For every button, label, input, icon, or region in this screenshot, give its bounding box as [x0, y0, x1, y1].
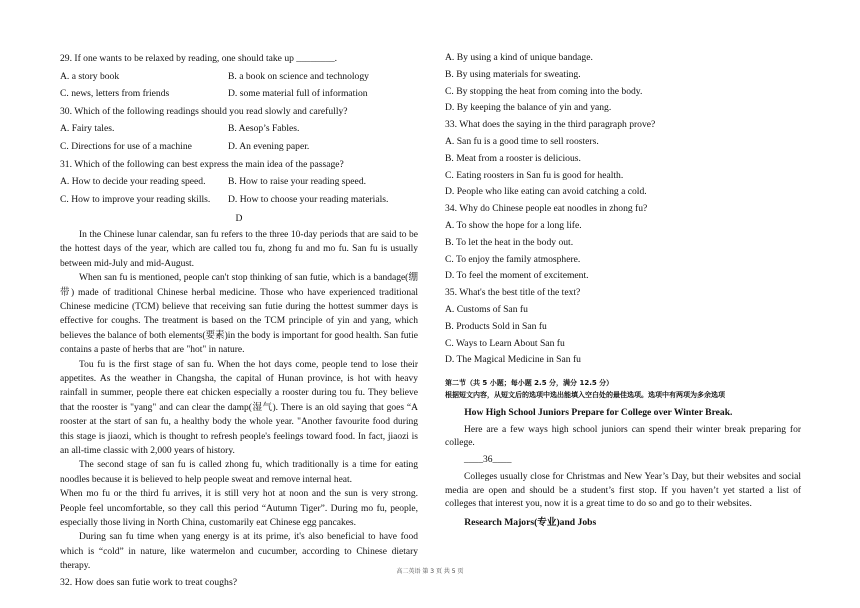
question-34: 34. Why do Chinese people eat noodles in zhong fu?	[445, 203, 648, 215]
q31-options-row1	[60, 173, 418, 191]
q29-option-c: C. news, letters from friends	[60, 88, 170, 100]
passage-paragraph-1: In the Chinese lunar calendar, san fu refers to the three 10-day periods that are said to be the hottest days of the year, which are called tou fu, zhong fu and mo fu. San fu is usually between mid-July and mid-August.	[60, 229, 418, 269]
section-2-header: 第二节（共 5 小题；每小题 2.5 分，满分 12.5 分）	[445, 379, 614, 388]
q30-option-c: C. Directions for use of a machine	[60, 140, 192, 152]
q35-option-d: D. The Magical Medicine in San fu	[445, 354, 581, 366]
q31-option-b: B. How to raise your reading speed.	[228, 176, 367, 188]
left-column	[60, 50, 418, 591]
question-29: 29. If one wants to be relaxed by reading, one should take up ________.	[60, 53, 338, 64]
article-title: How High School Juniors Prepare for College over Winter Break.	[464, 407, 733, 419]
question-31: 31. Which of the following can best express the main idea of the passage?	[60, 158, 344, 170]
passage-letter: D	[235, 213, 243, 225]
q31-option-c: C. How to improve your reading skills.	[60, 193, 211, 205]
passage-paragraph-6: During san fu time when yang energy is at its prime, it's also beneficial to have food which is “cold” in nature, like watermelon and cucumber, according to Chinese dietary therapy.	[60, 532, 418, 572]
q29-option-a: A. a story book	[60, 70, 120, 82]
q29-option-b: B. a book on science and technology	[228, 70, 369, 82]
page-footer: 高二英语 第 3 页 共 5 页	[396, 568, 464, 575]
passage-paragraph-3: Tou fu is the first stage of san fu. When the hot days come, people tend to lose their appetites. As the weather in Changsha, the capital of Hunan province, is hot with heavy rainfall in summer, people there eat chicken especially a rooster during tou fu. They believe that the rooster is "yang" and can clear the damp(湿气). There is an old saying that goes “A rooster at the start of san fu, a healthy body the whole year. "Another favourite food during this stage is jiaozi, which is thought to refresh people's feelings toward food. In fact, jiaozi is an all-time classic with 2,000 years of history.	[60, 359, 418, 457]
q35-option-b: B. Products Sold in San fu	[445, 320, 547, 332]
q30-option-a: A. Fairy tales.	[60, 123, 115, 135]
q35-option-c: C. Ways to Learn About San fu	[445, 337, 565, 349]
q33-option-c: C. Eating roosters in San fu is good for health.	[445, 169, 624, 181]
q33-option-b: B. Meat from a rooster is delicious.	[445, 152, 581, 164]
q31-options-row2	[60, 191, 418, 209]
q30-option-d: D. An evening paper.	[228, 140, 310, 152]
question-35: 35. What's the best title of the text?	[445, 287, 581, 299]
passage-paragraph-4: The second stage of san fu is called zhong fu, which traditionally is a time for eating noodles because it is believed to help people sweat and remove internal heat.	[60, 460, 418, 485]
q32-option-c: C. By stopping the heat from coming into the body.	[445, 85, 643, 97]
right-column	[445, 50, 801, 534]
q29-options-row1	[60, 68, 418, 86]
q29-option-d: D. some material full of information	[228, 88, 368, 100]
q33-option-d: D. People who like eating can avoid catching a cold.	[445, 186, 647, 198]
q34-option-c: C. To enjoy the family atmosphere.	[445, 253, 581, 265]
article-intro: Here are a few ways high school juniors can spend their winter break preparing for college.	[445, 424, 801, 448]
q33-option-a: A. San fu is a good time to sell roosters.	[445, 135, 599, 147]
question-32: 32. How does san futie work to treat coughs?	[60, 576, 238, 588]
q32-option-d: D. By keeping the balance of yin and yang.	[445, 102, 612, 114]
article-paragraph-2: Colleges usually close for Christmas and New Year’s Day, but their websites and social media are open and should be a student’s first stop. If you haven’t yet started a list of colleges that interest you, now it is a great time to do so and go to their websites.	[445, 472, 801, 509]
passage-paragraph-2: When san fu is mentioned, people can't stop thinking of san futie, which is a bandage(绷带) made of traditional Chinese herbal medicine. Those who have experienced traditional Chinese medicine (TCM) believe that receiving san futie during the hottest summer days is effective for coughs. The treatment is based on the TCM principle of yin and yang, which believes the balance of both elements(要素)in the body is important for good health. San futie contains a paste of herbs that are "hot" in nature.	[60, 273, 418, 356]
q30-options-row2	[60, 138, 418, 156]
passage-paragraph-5: When mo fu or the third fu arrives, it is still very hot at noon and the sun is very strong. People feel uncomfortable, so they call this period “Autumn Tiger”. During mo fu, people, especially those living in North China, customarily eat Chinese egg pancakes.	[60, 489, 418, 529]
q34-option-d: D. To feel the moment of excitement.	[445, 270, 589, 282]
q32-option-b: B. By using materials for sweating.	[445, 68, 581, 80]
q34-option-a: A. To show the hope for a long life.	[445, 219, 582, 231]
question-30: 30. Which of the following readings should you read slowly and carefully?	[60, 105, 348, 117]
q34-option-b: B. To let the heat in the body out.	[445, 236, 574, 248]
subheading-research-majors: Research Majors(专业)and Jobs	[464, 516, 597, 528]
q35-option-a: A. Customs of San fu	[445, 303, 528, 315]
q32-option-a: A. By using a kind of unique bandage.	[445, 52, 593, 63]
blank-36: ____36____	[464, 455, 512, 466]
q29-options-row2	[60, 85, 418, 103]
q31-option-d: D. How to choose your reading materials.	[228, 193, 389, 205]
q31-option-a: A. How to decide your reading speed.	[60, 176, 206, 188]
question-33: 33. What does the saying in the third paragraph prove?	[445, 119, 656, 131]
q30-option-b: B. Aesop’s Fables.	[228, 123, 300, 135]
section-2-instruction: 根据短文内容，从短文后的选项中选出能填入空白处的最佳选项。选项中有两项为多余选项	[445, 391, 725, 400]
q30-options-row1	[60, 120, 418, 138]
